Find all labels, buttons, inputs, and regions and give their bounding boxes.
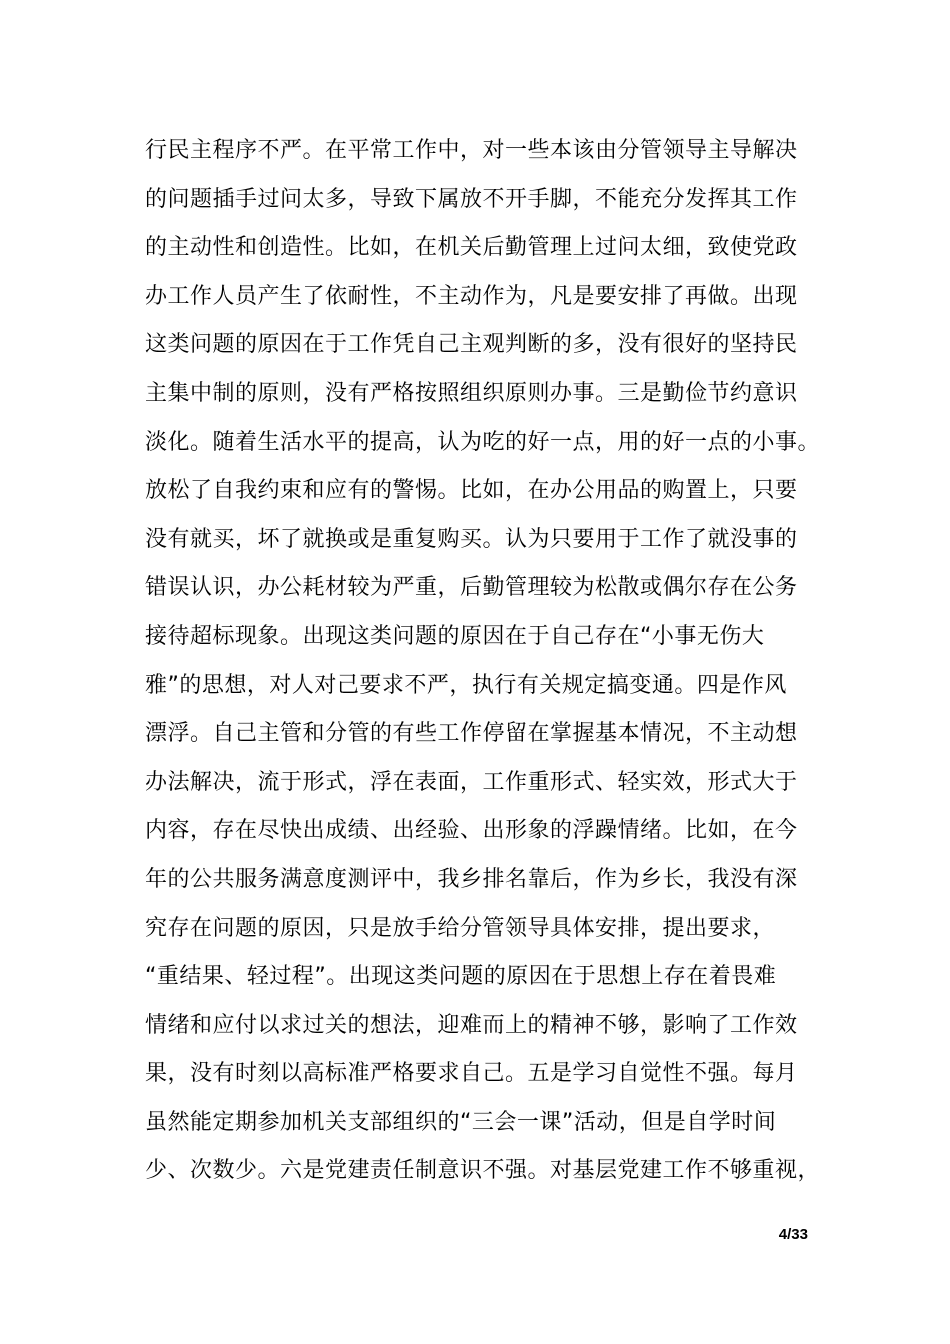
text-line-18: “重结果、轻过程”。出现这类问题的原因在于思想上存在着畏难: [145, 964, 777, 990]
text-line-8: 放松了自我约束和应有的警惕。比如，在办公用品的购置上，只要: [145, 478, 798, 504]
page-number: 4/33: [778, 1226, 808, 1243]
text-line-2: 的问题插手过问太多，导致下属放不开手脚，不能充分发挥其工作: [145, 186, 798, 212]
text-line-1: 行民主程序不严。在平常工作中，对一些本该由分管领导主导解决: [145, 138, 798, 163]
text-line-5: 这类问题的原因在于工作凭自己主观判断的多，没有很好的坚持民: [145, 332, 798, 358]
text-line-6: 主集中制的原则，没有严格按照组织原则办事。三是勤俭节约意识: [145, 380, 798, 406]
text-line-20: 果，没有时刻以高标准严格要求自己。五是学习自觉性不强。每月: [145, 1061, 798, 1087]
text-line-11: 接待超标现象。出现这类问题的原因在于自己存在“小事无伤大: [145, 623, 765, 649]
text-line-17: 究存在问题的原因，只是放手给分管领导具体安排，提出要求，: [145, 915, 776, 941]
text-line-3: 的主动性和创造性。比如，在机关后勤管理上过问太细，致使党政: [145, 235, 798, 261]
text-line-12: 雅”的思想，对人对己要求不严，执行有关规定搞变通。四是作风: [145, 672, 787, 698]
text-line-10: 错误认识，办公耗材较为严重，后勤管理较为松散或偶尔存在公务: [145, 575, 798, 601]
text-line-16: 年的公共服务满意度测评中，我乡排名靠后，作为乡长，我没有深: [145, 866, 798, 892]
text-line-7: 淡化。随着生活水平的提高，认为吃的好一点，用的好一点的小事。: [145, 429, 821, 455]
text-line-21: 虽然能定期参加机关支部组织的“三会一课”活动，但是自学时间: [145, 1109, 777, 1135]
text-line-4: 办工作人员产生了依耐性，不主动作为，凡是要安排了再做。出现: [145, 283, 798, 309]
text-line-14: 办法解决，流于形式，浮在表面，工作重形式、轻实效，形式大于: [145, 769, 798, 795]
text-line-13: 漂浮。自己主管和分管的有些工作停留在掌握基本情况，不主动想: [145, 721, 798, 747]
text-line-19: 情绪和应付以求过关的想法，迎难而上的精神不够，影响了工作效: [145, 1012, 798, 1038]
text-line-9: 没有就买，坏了就换或是重复购买。认为只要用于工作了就没事的: [145, 526, 798, 552]
text-line-22: 少、次数少。六是党建责任制意识不强。对基层党建工作不够重视，: [145, 1158, 821, 1184]
body-text: [145, 127, 825, 1196]
text-line-15: 内容，存在尽快出成绩、出经验、出形象的浮躁情绪。比如，在今: [145, 818, 798, 844]
